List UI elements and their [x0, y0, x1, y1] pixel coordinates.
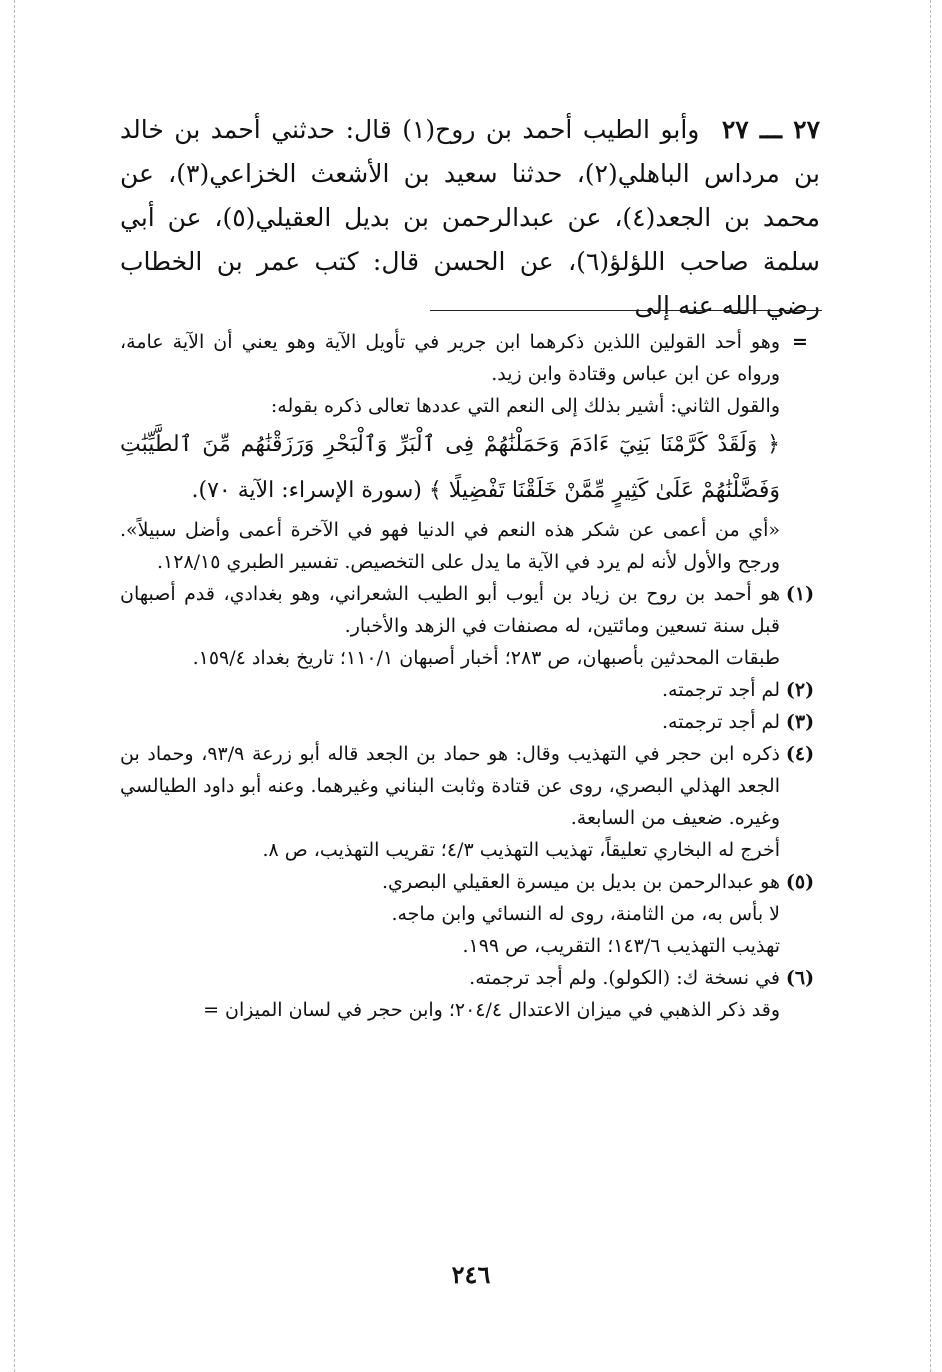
footnote-line: طبقات المحدثين بأصبهان، ص ٢٨٣؛ أخبار أصبهان ١١٠/١؛ تاريخ بغداد ١٥٩/٤. [192, 647, 780, 669]
main-body: وأبو الطيب أحمد بن روح(١) قال: حدثني أحمد بن خالد بن مرداس الباهلي(٢)، حدثنا سعيد بن الأشعث الخزاعي(٣)، عن محمد بن الجعد(٤)، عن عبدالرحمن بن بديل العقيلي(٥)، عن أبي سلمة صاحب اللؤلؤ(٦)، عن الحسن قال: كتب عمر بن الخطاب رضي الله عنه إلى [120, 115, 821, 320]
footnote-line: وهو أحد القولين اللذين ذكرهما ابن جرير في تأويل الآية وهو يعني أن الآية عامة، ورواه عن ابن عباس وقتادة وابن زيد. [120, 331, 780, 385]
footnote-5 [120, 866, 820, 962]
footnote-line: «أي من أعمى عن شكر هذه النعم في الدنيا فهو في الآخرة أعمى وأضل سبيلاً». ورجح والأول لأنه لم يرد في الآية ما يدل على التخصيص. تفسير الطبري ١٢٨/١٥. [120, 519, 780, 573]
footnote-line: في نسخة ك: (الكولو). ولم أجد ترجمته. [469, 967, 780, 989]
footnote-mark: (٦) [785, 967, 815, 989]
main-paragraph [120, 108, 820, 328]
footnote-line: أخرج له البخاري تعليقاً، تهذيب التهذيب ٤/٣؛ تقريب التهذيب، ص ٨. [262, 839, 780, 861]
footnote-line: ذكره ابن حجر في التهذيب وقال: هو حماد بن الجعد قاله أبو زرعة ٩٣/٩، وحماد بن الجعد الهذلي البصري، روى عن قتادة وثابت البناني وغيرهما. وعنه أبو داود الطيالسي وغيره. ضعيف من السابعة. [120, 743, 780, 829]
right-page-edge [930, 0, 931, 1372]
footnote-line: لا بأس به، من الثامنة، روى له النسائي وابن ماجه. [391, 903, 780, 925]
footnote-line: والقول الثاني: أشير بذلك إلى النعم التي عددها تعالى ذكره بقوله: [270, 395, 780, 417]
footnote-mark: (٥) [785, 871, 815, 893]
footnote-mark: = [792, 331, 808, 353]
footnote-4 [120, 738, 820, 866]
footnote-separator [430, 310, 822, 311]
footnote-line: وقد ذكر الذهبي في ميزان الاعتدال ٢٠٤/٤؛ وابن حجر في لسان الميزان = [203, 999, 780, 1021]
page-number: ٢٤٦ [451, 1260, 491, 1289]
footnote-mark: (٤) [785, 743, 815, 765]
item-number: ٢٧ ـــ ٢٧ [721, 115, 820, 144]
main-text [120, 108, 820, 328]
footnote-6 [120, 962, 820, 1026]
footnote-line: هو عبدالرحمن بن بديل بن ميسرة العقيلي البصري. [381, 871, 780, 893]
footnote-line: لم أجد ترجمته. [662, 711, 780, 733]
footnote-line: هو أحمد بن روح بن زياد بن أيوب أبو الطيب الشعراني، وهو بغدادي، قدم أصبهان قبل سنة تسعين ومائتين، له مصنفات في الزهد والأخبار. [120, 583, 780, 637]
footnote-line: لم أجد ترجمته. [662, 679, 780, 701]
footnote-1 [120, 578, 820, 674]
footnotes [120, 326, 820, 1026]
footnote-continuation [120, 326, 820, 578]
footnote-2 [120, 674, 820, 706]
left-page-edge [14, 0, 15, 1372]
quran-verse: ﴿ وَلَقَدْ كَرَّمْنَا بَنِيٓ ءَادَمَ وَحَمَلْنَٰهُمْ فِى ٱلْبَرِّ وَٱلْبَحْرِ وَرَزَقْنَٰهُم مِّنَ ٱلطَّيِّبَٰتِ وَفَضَّلْنَٰهُمْ عَلَىٰ كَثِيرٍ مِّمَّنْ خَلَقْنَا تَفْضِيلًا ﴾ (سورة الإسراء: الآية ٧٠). [120, 432, 780, 503]
footnote-mark: (٣) [785, 711, 815, 733]
footnote-line: تهذيب التهذيب ١٤٣/٦؛ التقريب، ص ١٩٩. [462, 935, 780, 957]
footnote-3 [120, 706, 820, 738]
footnote-mark: (١) [785, 583, 815, 605]
footnote-mark: (٢) [785, 679, 815, 701]
